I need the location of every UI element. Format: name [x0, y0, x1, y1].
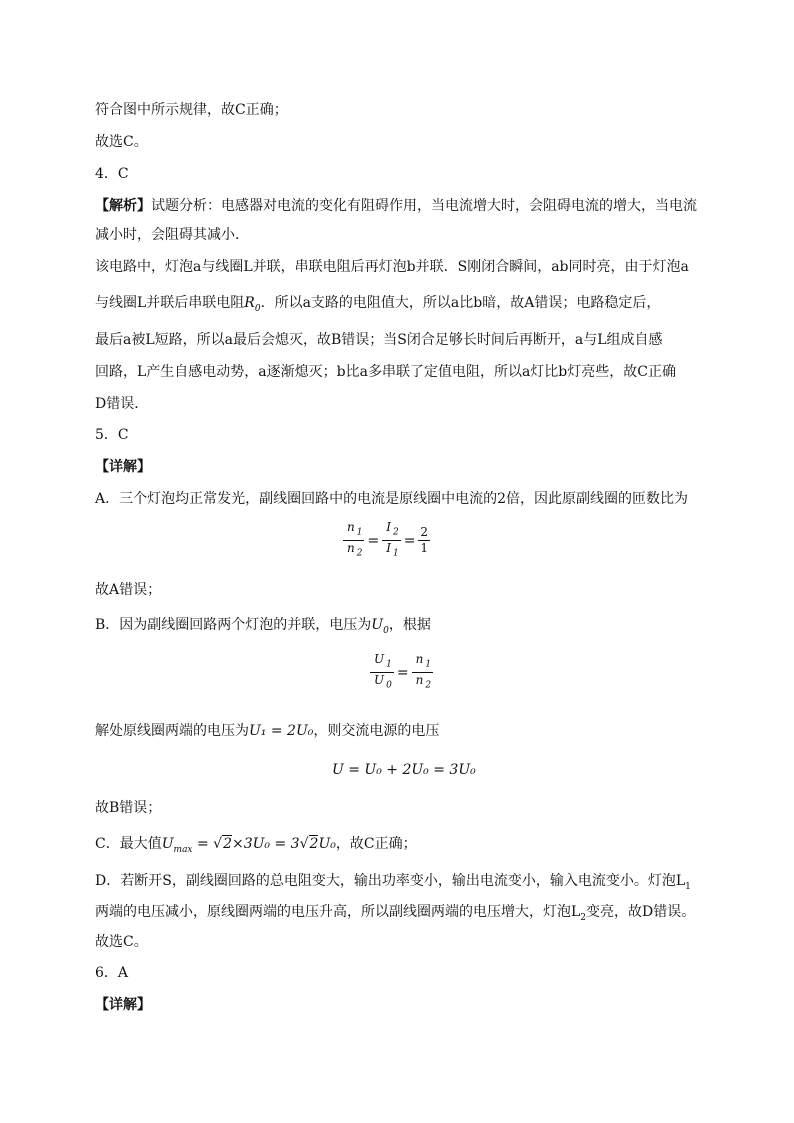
text-line: D错误． [95, 396, 149, 412]
text-line: 该电路中，灯泡a与线圈L并联，串联电阻后再灯泡b并联．S刚闭合瞬间，ab同时亮，由于灯泡a [95, 259, 689, 275]
text-span: 与线圈L并联后串联电阻 [95, 295, 245, 311]
text-line [95, 721, 439, 741]
math-r0: $R_0$ [244, 295, 261, 314]
question-number: 4．C [95, 166, 129, 182]
text-span: B．因为副线圈回路两个灯泡的并联，电压为 [95, 617, 372, 633]
detail-tag: 【详解】 [95, 459, 151, 475]
detail-tag: 【详解】 [95, 997, 151, 1013]
text-line: A．三个灯泡均正常发光，副线圈回路中的电流是原线圈中电流的2倍，因此原副线圈的匝数比为 [95, 491, 689, 507]
text-line: D．若断开S，副线圈回路的总电阻变大，输出功率变小，输出电流变小，输入电流变小。灯泡$L_1$ [95, 873, 691, 892]
text-span: ．所以a支路的电阻值大，所以a比b暗，故A错误；电路稳定后， [260, 295, 661, 311]
text-line: 故选C。 [95, 134, 148, 150]
formula-source-voltage: U = U₀ + 2U₀ = 3U₀ [332, 762, 476, 778]
text-line: 两端的电压减小，原线圈两端的电压升高，所以副线圈两端的电压增大，灯泡$L_2$变亮，故D错误。 [95, 904, 696, 923]
question-number: 6．A [95, 965, 129, 981]
text-span: ，故C正确； [335, 836, 417, 852]
text-line: 回路，L产生自感电动势，a逐渐熄灭；b比a多串联了定值电阻，所以a灯比b灯亮些，故C正确 [95, 364, 676, 380]
formula-voltage-ratio: $\frac{U _1}{U _0}$ = $\frac{n _1}{n _2}$ [370, 652, 433, 694]
math-eq1: U₁ = 2U₀ [249, 723, 314, 739]
text-span: 解处原线圈两端的电压为 [95, 723, 249, 739]
text-line [95, 834, 417, 860]
text-line: 故选C。 [95, 934, 148, 950]
text-line: 减小时，会阻碍其减小． [95, 227, 249, 243]
text-line: 符合图中所示规律，故C正确； [95, 102, 288, 118]
text-line [95, 293, 660, 319]
text-line [95, 615, 431, 641]
text-line: 故B错误； [95, 800, 162, 816]
analysis-tag: 【解析】 [95, 198, 151, 214]
text-line: 最后a被L短路，所以a最后会熄灭，故B错误；当S闭合足够长时间后再断开，a与L组成自感 [95, 332, 663, 348]
math-u0: $U_0$ [371, 617, 389, 636]
text-span: C．最大值 [95, 836, 162, 852]
formula-turns-ratio: $\frac{n _1}{n _2}$ = $\frac{I _2}{I _1}$ = $\frac{2}{1}$ [343, 520, 430, 562]
math-umax: $U_{max} = √2\times 3U_0 = 3√2U_0$ [161, 836, 336, 855]
text-span: ，根据 [388, 617, 431, 633]
text-span: 试题分析：电感器对电流的变化有阻碍作用，当电流增大时，会阻碍电流的增大，当电流 [151, 198, 697, 214]
text-line: 故A错误； [95, 582, 162, 598]
question-number: 5．C [95, 427, 129, 443]
text-line [95, 196, 697, 216]
text-span: ，则交流电源的电压 [313, 723, 440, 739]
